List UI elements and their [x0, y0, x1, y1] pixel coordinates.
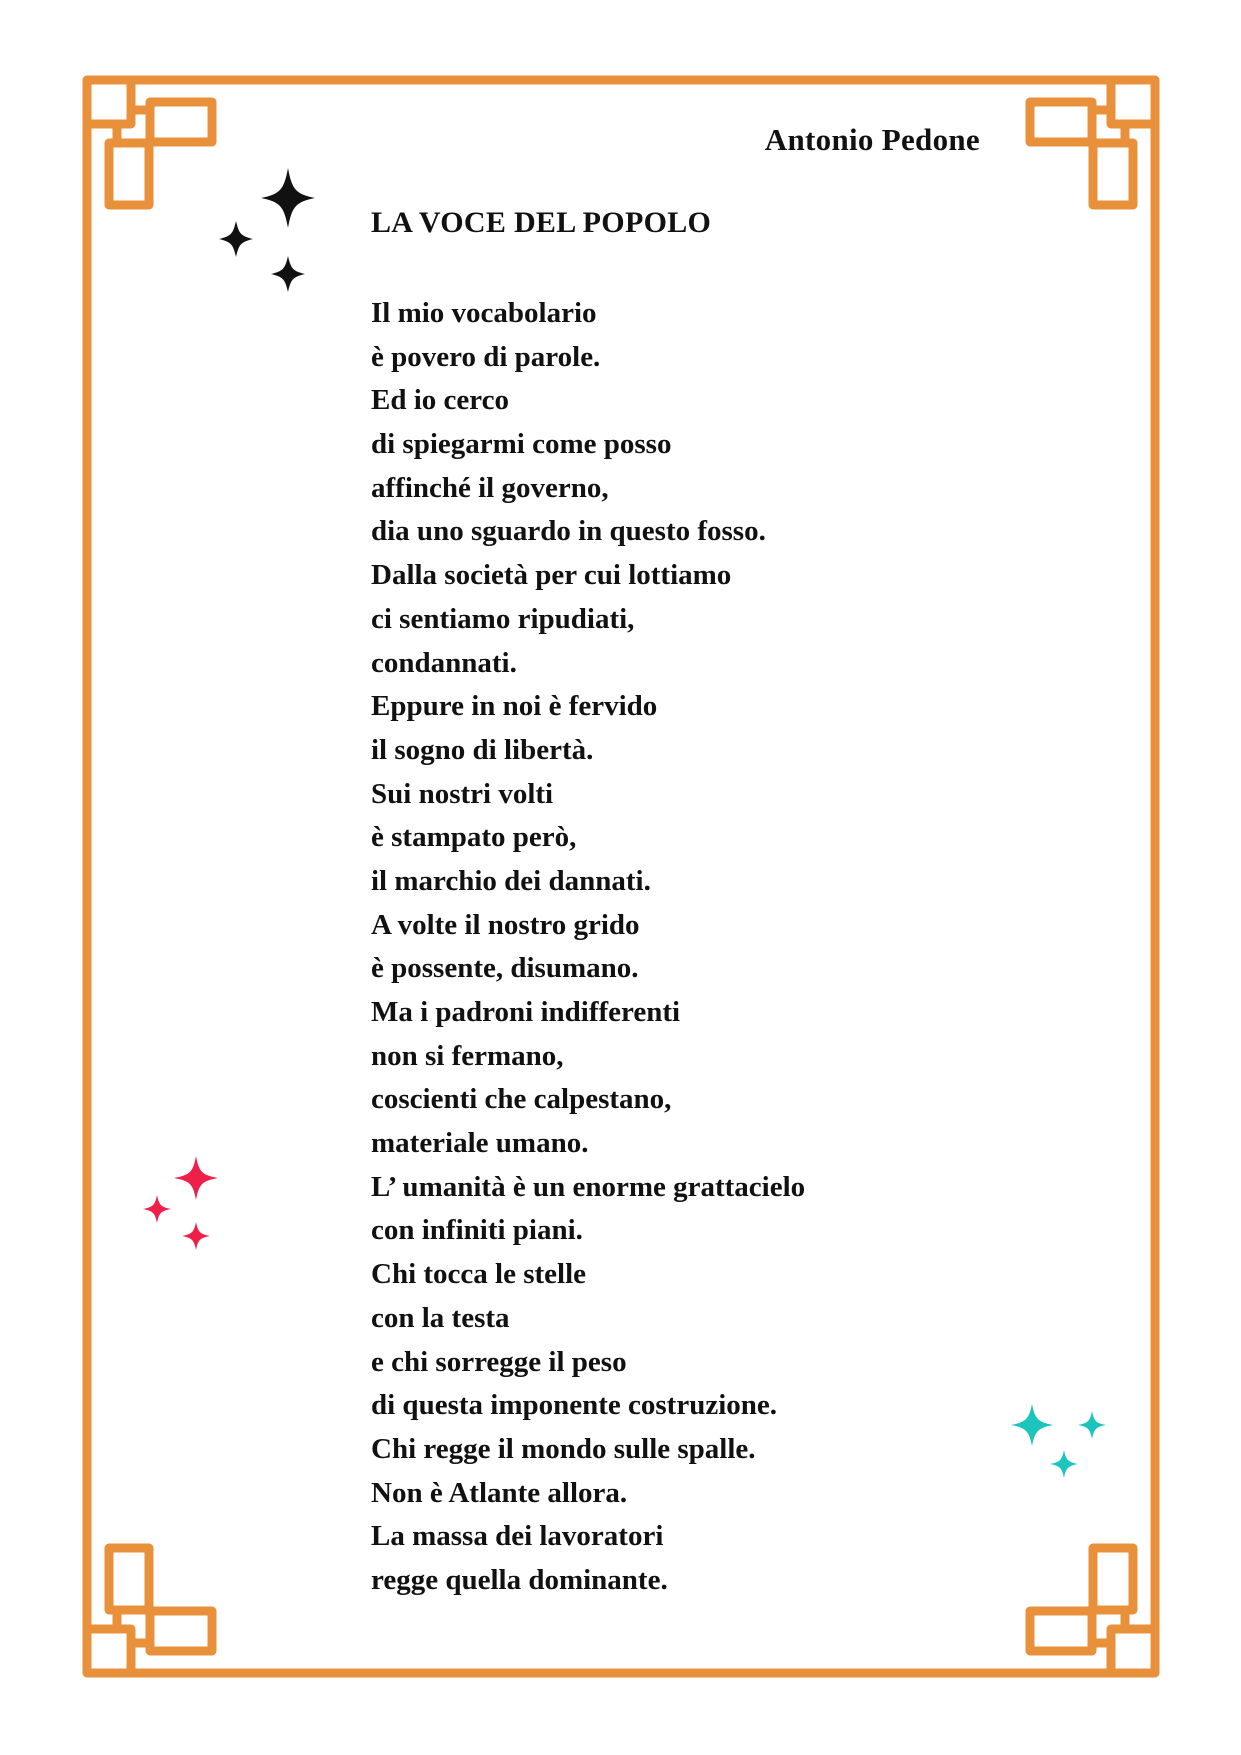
poem-line: di questa imponente costruzione.: [371, 1389, 777, 1422]
sparkle-icon-red: [143, 1156, 218, 1250]
poem-line: Il mio vocabolario: [371, 297, 597, 329]
poem-line: Ed io cerco: [371, 384, 509, 417]
poem-line: con la testa: [371, 1301, 510, 1334]
poem-line: A volte il nostro grido: [371, 908, 640, 941]
poem-line: Dalla società per cui lottiamo: [371, 559, 732, 592]
poem-body: [371, 292, 805, 1603]
poem-title: LA VOCE DEL POPOLO: [371, 206, 712, 239]
poem-line: L’ umanità è un enorme grattacielo: [371, 1170, 806, 1203]
poem-line: dia uno sguardo in questo fosso.: [371, 515, 766, 548]
author-name: Antonio Pedone: [764, 122, 980, 157]
corner-ornament-bottom-left: [87, 1548, 212, 1673]
corner-ornament-bottom-right: [1030, 1548, 1155, 1673]
poem-line: è possente, disumano.: [371, 952, 639, 985]
poem-line: è povero di parole.: [371, 340, 601, 373]
poem-line: Sui nostri volti: [371, 777, 554, 810]
sparkle-icon-black: [219, 168, 315, 292]
poem-line: regge quella dominante.: [371, 1563, 668, 1596]
poem-line: ci sentiamo ripudiati,: [371, 602, 635, 635]
corner-ornament-top-right: [1030, 80, 1155, 205]
poem-line: La massa dei lavoratori: [371, 1520, 664, 1553]
poem-line: Non è Atlante allora.: [371, 1476, 628, 1509]
poem-line: affinché il governo,: [371, 471, 609, 504]
poem-line: non si fermano,: [371, 1039, 564, 1072]
poem-line: e chi sorregge il peso: [371, 1345, 627, 1378]
poem-line: condannati.: [371, 646, 517, 679]
poem-line: è stampato però,: [371, 821, 577, 854]
poem-line: con infiniti piani.: [371, 1214, 583, 1247]
poem-line: Ma i padroni indifferenti: [371, 996, 681, 1028]
poem-line: il sogno di libertà.: [371, 733, 594, 766]
sparkle-icon-teal: [1011, 1404, 1106, 1478]
poem-line: Eppure in noi è fervido: [371, 690, 658, 723]
poem-line: coscienti che calpestano,: [371, 1083, 672, 1116]
poem-line: Chi regge il mondo sulle spalle.: [371, 1432, 756, 1465]
poem-line: materiale umano.: [371, 1127, 589, 1160]
poem-line: il marchio dei dannati.: [371, 864, 651, 897]
corner-ornament-top-left: [87, 80, 212, 205]
poem-line: Chi tocca le stelle: [371, 1258, 587, 1291]
poem-line: di spiegarmi come posso: [371, 428, 672, 461]
